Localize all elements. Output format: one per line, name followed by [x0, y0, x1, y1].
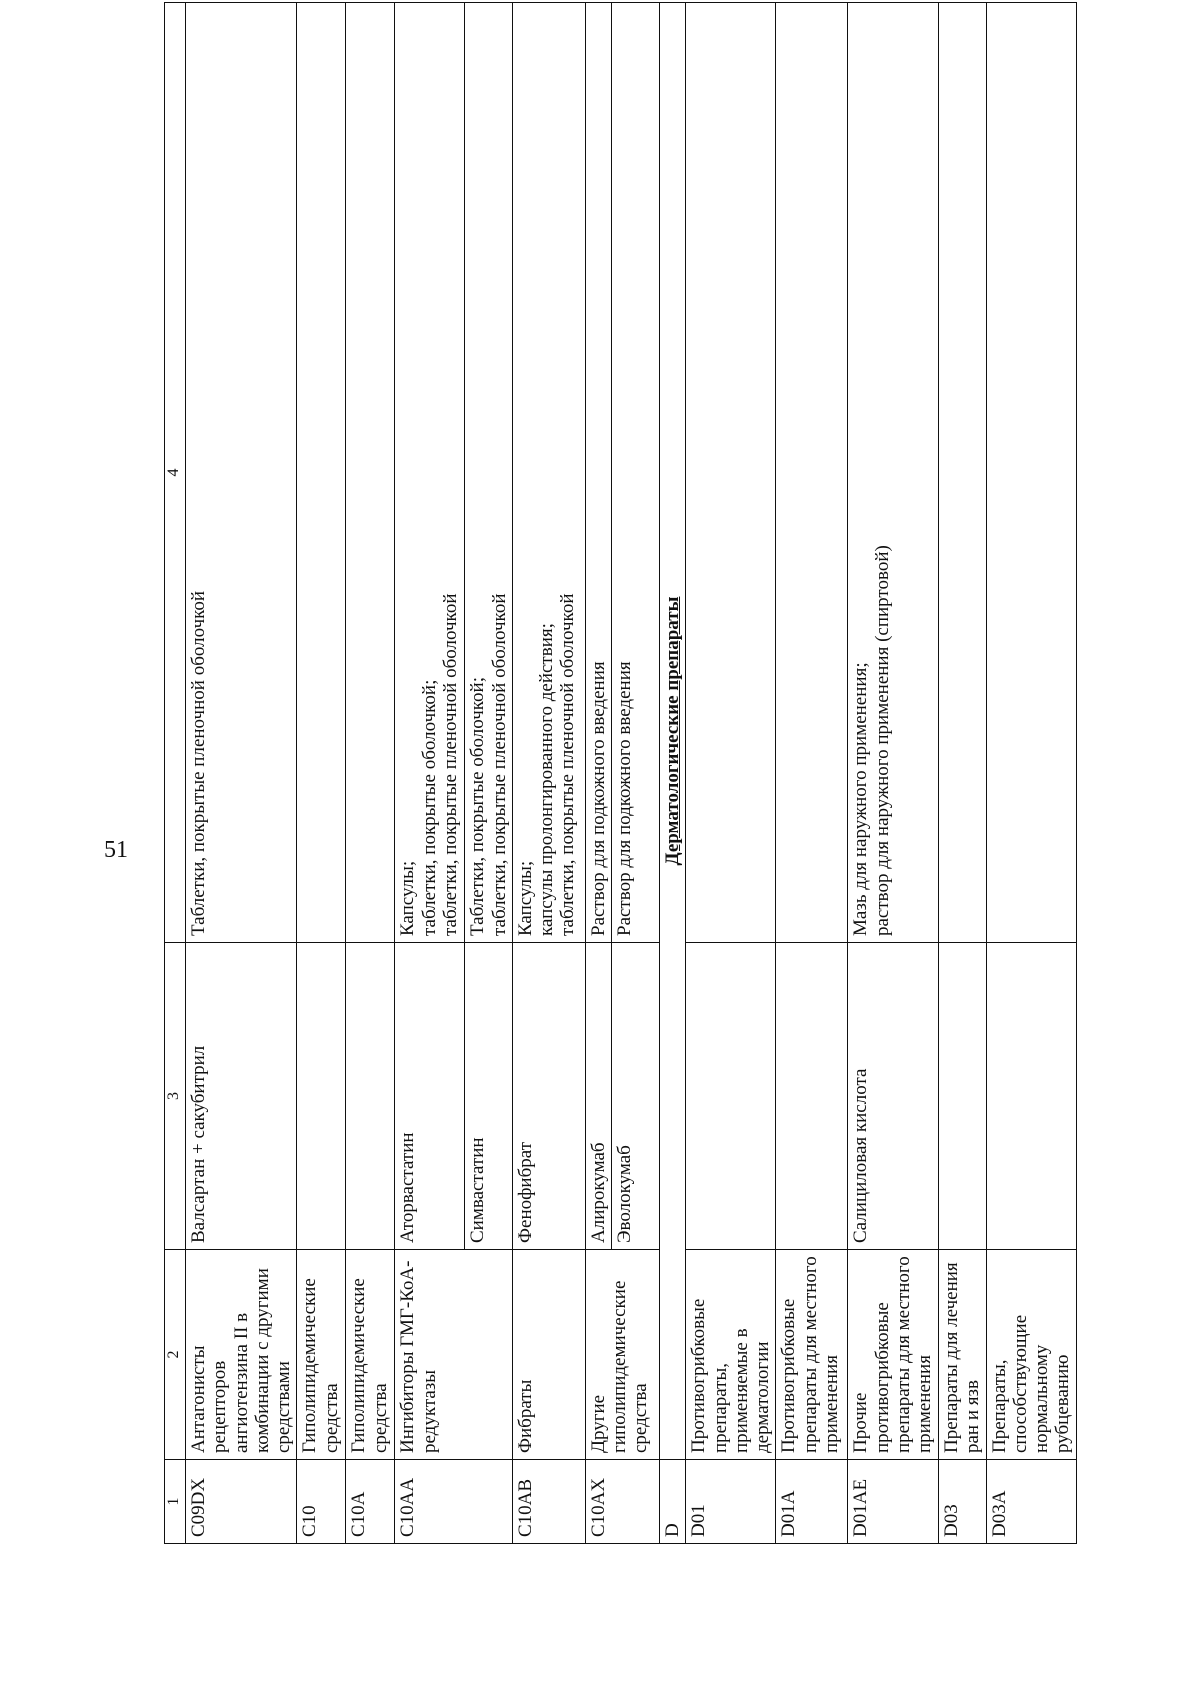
atc-code: C10	[297, 1460, 346, 1544]
table-row	[186, 3, 297, 1544]
section-title: Дерматологические препараты	[660, 3, 686, 1460]
group-name: Противогрибковые препараты для местного применения	[776, 1250, 848, 1460]
dosage-form: Капсулы; капсулы пролонгированного действия; таблетки, покрытые пленочной оболочкой	[512, 3, 585, 943]
dosage-form	[776, 3, 848, 943]
drug-name	[686, 943, 776, 1250]
drug-name	[297, 943, 346, 1250]
group-name: Антагонисты рецепторов ангиотензина II в комбинации с другими средствами	[186, 1250, 297, 1460]
header-cell: 1	[165, 1460, 186, 1544]
dosage-form: Капсулы; таблетки, покрытые оболочкой; таблетки, покрытые пленочной оболочкой	[395, 3, 465, 943]
table-row	[776, 3, 848, 1544]
drug-name	[938, 943, 986, 1250]
drug-name	[986, 943, 1076, 1250]
atc-code: C10AA	[395, 1460, 513, 1544]
group-name: Ингибиторы ГМГ-КоА-редуктазы	[395, 1250, 513, 1460]
table-row	[660, 3, 686, 1544]
table-row	[938, 3, 986, 1544]
atc-code: C10AX	[585, 1460, 659, 1544]
drug-name	[346, 943, 395, 1250]
table-row	[395, 3, 465, 1544]
drug-name: Салициловая кислота	[848, 943, 938, 1250]
group-name: Фибраты	[512, 1250, 585, 1460]
group-name: Прочие противогрибковые препараты для местного применения	[848, 1250, 938, 1460]
dosage-form	[686, 3, 776, 943]
atc-code: D01AE	[848, 1460, 938, 1544]
table-header-row	[165, 3, 186, 1544]
dosage-form: Мазь для наружного применения; раствор для наружного применения (спиртовой)	[848, 3, 938, 943]
drug-name: Эволокумаб	[612, 943, 660, 1250]
page-number: 51	[104, 837, 128, 863]
dosage-form	[938, 3, 986, 943]
table-row	[512, 3, 585, 1544]
group-name: Другие гиполипидемические средства	[585, 1250, 659, 1460]
dosage-form: Раствор для подкожного введения	[585, 3, 611, 943]
table-row	[346, 3, 395, 1544]
dosage-form: Раствор для подкожного введения	[612, 3, 660, 943]
group-name: Гиполипидемические средства	[297, 1250, 346, 1460]
dosage-form	[986, 3, 1076, 943]
drug-name: Валсартан + сакубитрил	[186, 943, 297, 1250]
drug-name	[776, 943, 848, 1250]
dosage-form	[297, 3, 346, 943]
table-row	[848, 3, 938, 1544]
atc-code: D01	[686, 1460, 776, 1544]
header-cell: 3	[165, 943, 186, 1250]
atc-code: C10A	[346, 1460, 395, 1544]
table-row	[585, 3, 611, 1544]
table-row	[297, 3, 346, 1544]
drug-name: Аторвастатин	[395, 943, 465, 1250]
drug-name: Симвастатин	[465, 943, 513, 1250]
drug-table	[164, 2, 1077, 1544]
header-cell: 4	[165, 3, 186, 943]
dosage-form: Таблетки, покрытые оболочкой; таблетки, покрытые пленочной оболочкой	[465, 3, 513, 943]
group-name: Противогрибковые препараты, применяемые в дерматологии	[686, 1250, 776, 1460]
drug-name: Алирокумаб	[585, 943, 611, 1250]
table-row	[986, 3, 1076, 1544]
group-name: Препараты, способствующие нормальному рубцеванию	[986, 1250, 1076, 1460]
atc-code: D03	[938, 1460, 986, 1544]
header-cell: 2	[165, 1250, 186, 1460]
atc-code: D	[660, 1460, 686, 1544]
atc-code: D01A	[776, 1460, 848, 1544]
group-name: Препараты для лечения ран и язв	[938, 1250, 986, 1460]
drug-name: Фенофибрат	[512, 943, 585, 1250]
dosage-form	[346, 3, 395, 943]
atc-code: C10AB	[512, 1460, 585, 1544]
atc-code: D03A	[986, 1460, 1076, 1544]
table-row	[686, 3, 776, 1544]
atc-code: C09DX	[186, 1460, 297, 1544]
dosage-form: Таблетки, покрытые пленочной оболочкой	[186, 3, 297, 943]
group-name: Гиполипидемические средства	[346, 1250, 395, 1460]
